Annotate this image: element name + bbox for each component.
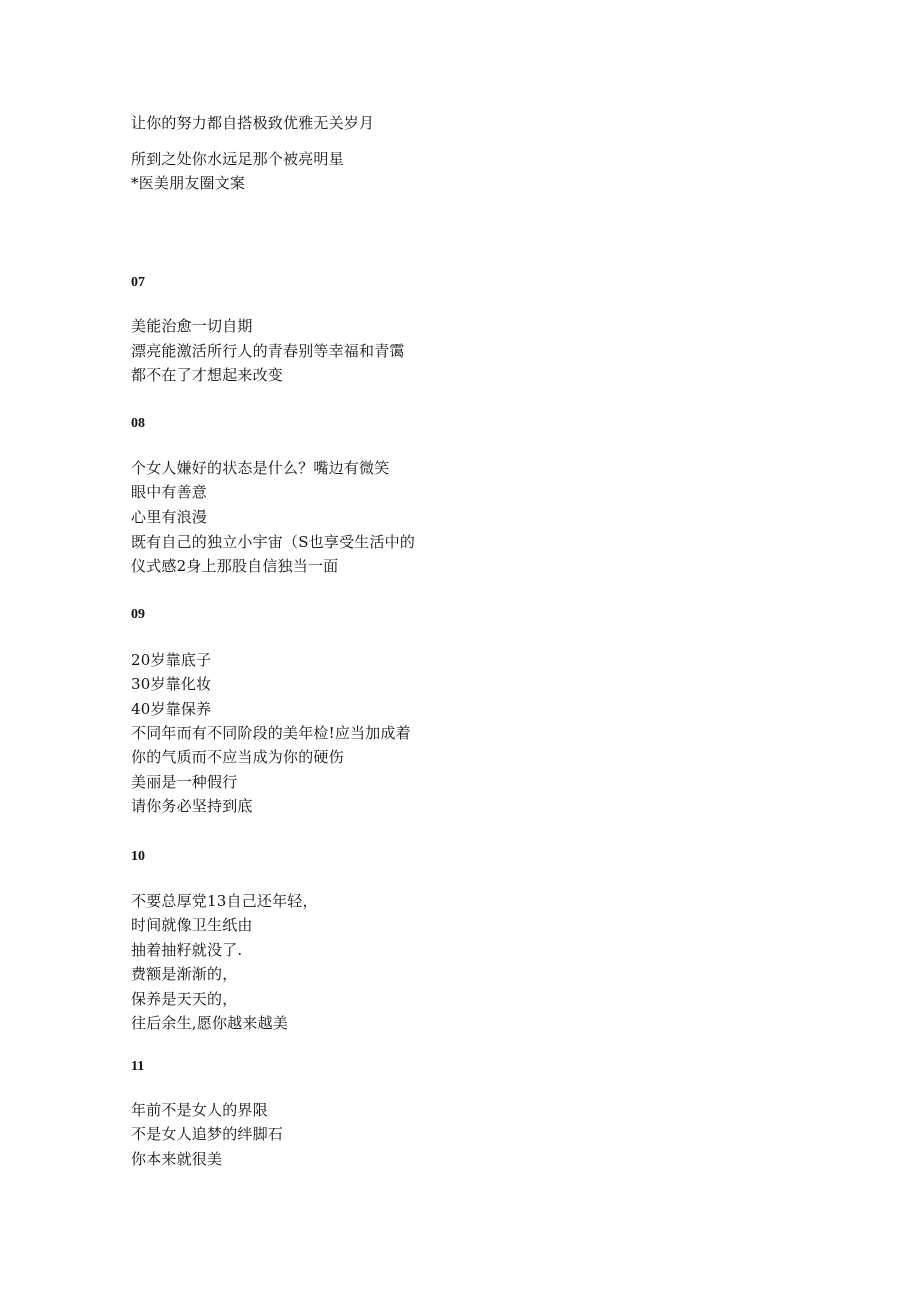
section-line: 往后余生,愿你越来越美 <box>131 1014 288 1032</box>
section-number: 09 <box>131 607 145 622</box>
section-number: 08 <box>131 416 145 431</box>
section-line: 个女人嫌好的状态是什么？嘴边有微笑 <box>131 459 390 477</box>
section-line: 时间就像卫生纸由 <box>131 916 253 934</box>
section-line: 40岁靠保养 <box>131 700 212 718</box>
section-line: 眼中有善意 <box>131 483 208 501</box>
section-line: 既有自己的独立小宇宙（S也享受生活中的 <box>131 533 416 551</box>
section-line: 漂亮能激活所行人的青春别等幸福和青霭 <box>131 342 405 360</box>
section-line: 都不在了才想起来改变 <box>131 366 284 384</box>
section-number: 11 <box>131 1059 145 1074</box>
section-line: 仪式感2身上那股自信独当一面 <box>131 557 339 575</box>
intro-line: *医美朋友圈文案 <box>131 174 246 192</box>
section-line: 保养是天天的， <box>131 990 238 1008</box>
intro-line: 所到之处你水远足那个被亮明星 <box>131 150 344 168</box>
section-line: 不同年而有不同阶段的美年检!应当加成着 <box>131 724 411 742</box>
section-number: 07 <box>131 275 145 290</box>
intro-line: 让你的努力都自搭极致优雅无关岁月 <box>131 114 375 132</box>
section-line: 不是女人追梦的绊脚石 <box>131 1125 284 1143</box>
section-line: 20岁靠底子 <box>131 651 212 669</box>
section-line: 心里有浪漫 <box>131 508 208 526</box>
section-line: 年前不是女人的界限 <box>131 1101 268 1119</box>
section-line: 请你务必坚持到底 <box>131 797 253 815</box>
section-line: 你本来就很美 <box>131 1150 223 1168</box>
section-line: 不要总厚党13自己还年轻， <box>131 892 318 910</box>
section-line: 美能治愈一切自期 <box>131 317 253 335</box>
section-line: 美丽是一种假行 <box>131 773 238 791</box>
section-line: 费额是渐渐的， <box>131 965 238 983</box>
section-number: 10 <box>131 849 145 864</box>
section-line: 30岁靠化妆 <box>131 675 212 693</box>
section-line: 抽着抽籽就没了. <box>131 941 243 959</box>
section-line: 你的气质而不应当成为你的硬伤 <box>131 748 344 766</box>
